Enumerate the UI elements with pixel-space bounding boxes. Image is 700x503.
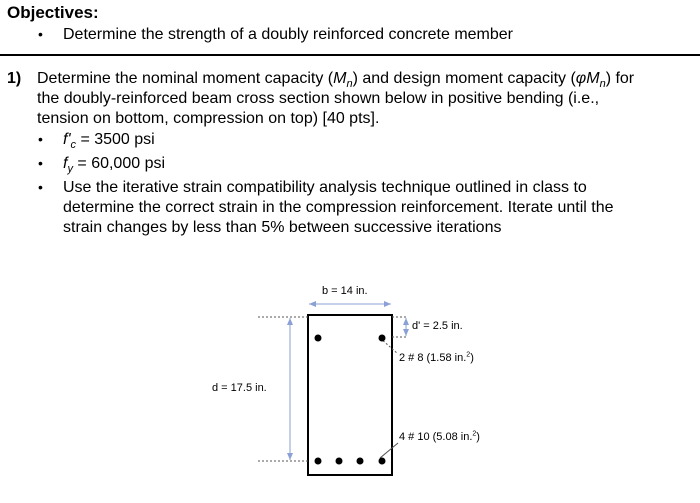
rebar-top <box>379 335 386 342</box>
rebar-top <box>315 335 322 342</box>
d-label: d = 17.5 in. <box>212 382 267 394</box>
problem-number: 1) <box>7 70 22 87</box>
bullet-fc: $f'_c = 3500$ psi <box>63 131 155 152</box>
rebar-bottom <box>379 458 386 465</box>
problem-line-2: the doubly-reinforced beam cross section shown below in positive bending (i.e., <box>37 90 600 107</box>
rebar-bottom <box>357 458 364 465</box>
bullet-dot: • <box>38 131 43 147</box>
bullet-fy: $f_y = 60,000$ psi <box>63 155 166 176</box>
objective-item: Determine the strength of a doubly reinforced concrete member <box>63 26 514 43</box>
bullet-dot: • <box>38 179 43 195</box>
problem-line-1: Determine the nominal moment capacity $(M_n)$ and design moment capacity $(\varphi M_n)$ for <box>37 70 635 91</box>
bullet-iterative-l1: Use the iterative strain compatibility analysis technique outlined in class to <box>63 179 587 196</box>
objectives-heading: Objectives: <box>7 3 99 22</box>
problem-line-3: tension on bottom, compression on top) [40 pts]. <box>37 110 380 127</box>
bottom-bars-label: 4 # 10 (5.08 in.$^2$) <box>399 430 480 443</box>
rebar-bottom <box>315 458 322 465</box>
bullet-dot: • <box>38 26 43 42</box>
bullet-dot: • <box>38 155 43 171</box>
b-label: b = 14 in. <box>322 285 368 297</box>
rebar-bottom <box>336 458 343 465</box>
top-bars-label: 2 # 8 (1.58 in.$^2$) <box>399 351 474 364</box>
bullet-iterative-l3: strain changes by less than 5% between successive iterations <box>63 219 502 236</box>
bullet-iterative-l2: determine the correct strain in the compression reinforcement. Iterate until the <box>63 199 614 216</box>
dprime-label: d' = 2.5 in. <box>412 320 463 332</box>
